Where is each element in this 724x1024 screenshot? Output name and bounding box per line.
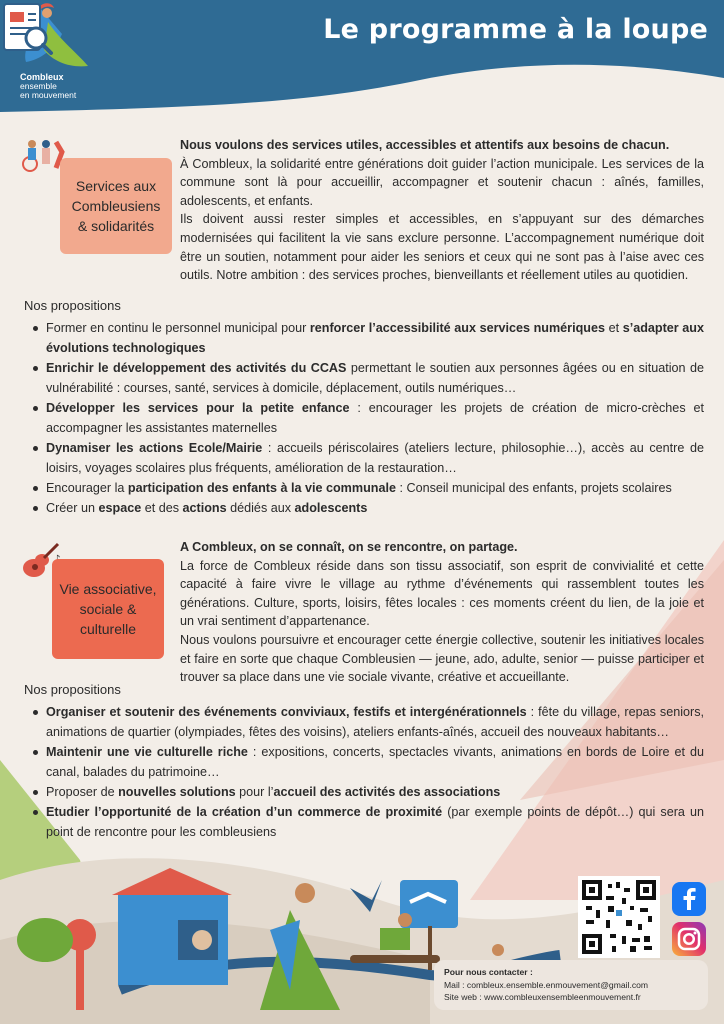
document-search-icon	[0, 0, 56, 60]
header	[0, 0, 724, 120]
tag-line: sociale &	[79, 601, 137, 617]
logo-line-1: Combleux	[20, 72, 64, 82]
facebook-logo	[672, 882, 706, 916]
contact-mail[interactable]: Mail : combleux.ensemble.enmouvement@gmail.com	[444, 979, 649, 990]
intro-services	[180, 136, 704, 285]
intro-paragraph: La force de Combleux réside dans son tissu associatif, son esprit de convivialité et cette capacité à faire vivre le village au rythme d’événements qui rassemblent toutes les générations. Culture, sports, loisirs, fêtes locales : ces moments créent du lien, de la joie et un vrai sentiment d’appartenance.	[180, 558, 704, 629]
proposals-list	[24, 702, 704, 842]
list-item: Etudier l’opportunité de la création d’un commerce de proximité (par exemple points de dépôt…) qui sera un point de rencontre pour les combleusiens	[24, 802, 704, 842]
man-figure	[398, 913, 412, 927]
proposals-heading: Nos propositions	[24, 298, 121, 313]
list-item: Maintenir une vie culturelle riche : expositions, concerts, spectacles vivants, animations en bords de Loire et du canal, balades du patrimoine…	[24, 742, 704, 782]
instagram-logo	[672, 922, 706, 956]
tag-line: Services aux	[75, 178, 157, 194]
green-tree	[17, 918, 73, 962]
tag-line: Vie associative,	[59, 581, 157, 597]
intro-paragraph: Ils doivent aussi rester simples et accessibles, en s’appuyant sur des démarches modernisées qui facilitent la vie sans exclure personne. L’accompagnement numérique doit être un soutien, notamment pour aider les seniors et ceux qui ne sont pas à l’aise avec ces outils. Notre ambition : des services proches, bienveillants et réellement utiles au quotidien.	[180, 212, 704, 283]
page-title: Le programme à la loupe	[323, 14, 708, 45]
list-item: Organiser et soutenir des événements conviviaux, festifs et intergénérationnels : fête du village, repas seniors, animations de quartier (olympiades, fêtes des voisins), ateliers enfants-aînés, accueil des nouveaux habitants…	[24, 702, 704, 742]
contact-title: Pour nous contacter :	[444, 967, 533, 977]
list-item: Créer un espace et des actions dédiés aux adolescents	[24, 498, 704, 518]
list-item: Enrichir le développement des activités du CCAS permettant le soutien aux personnes âgées ou en situation de vulnérabilité : courses, santé, services à domicile, déplacement, outils numériques…	[24, 358, 704, 398]
proposals-list	[24, 318, 704, 518]
tag-line: & solidarités	[77, 218, 155, 234]
tag-line: culturelle	[79, 621, 136, 637]
qr-code[interactable]	[578, 876, 660, 958]
tag-services-solidarites	[60, 158, 172, 254]
intro-paragraph: Nous voulons poursuivre et encourager cette énergie collective, soutenir les initiatives locales et faire en sorte que chaque Combleusien — jeune, ado, adulte, senior — puisse participer et trouver sa place dans une vie sociale vivante, créative et accueillante.	[180, 632, 704, 685]
intro-lead: Nous voulons des services utiles, accessibles et attentifs aux besoins de chacun.	[180, 138, 670, 152]
intro-vie-associative	[180, 538, 704, 687]
logo-line-2: ensemble	[20, 81, 57, 91]
proposals-heading: Nos propositions	[24, 682, 121, 697]
contact-site[interactable]: Site web : www.combleuxensembleenmouvement.fr	[444, 992, 641, 1002]
qr-code-icon	[582, 880, 656, 954]
list-item: Dynamiser les actions Ecole/Mairie : accueils périscolaires (ateliers lecture, philosophie…), accès au centre de loisirs, voyages scolaires plus fréquents, amélioration de la restauration…	[24, 438, 704, 478]
list-item: Encourager la participation des enfants à la vie communale : Conseil municipal des enfants, projets scolaires	[24, 478, 704, 498]
senior-figure	[192, 930, 212, 950]
instagram-icon[interactable]	[672, 922, 706, 956]
intro-lead: A Combleux, on se connaît, on se rencontre, on partage.	[180, 540, 518, 554]
tag-line: Combleusiens	[71, 198, 161, 214]
tag-vie-associative	[52, 559, 164, 659]
facebook-icon[interactable]	[672, 882, 706, 916]
logo-line-3: en mouvement	[20, 90, 77, 100]
intro-paragraph: À Combleux, la solidarité entre générations doit guider l’action municipale. Les services de la commune sont là pour accueillir, accompagner et soutenir chacun : aînés, familles, adolescents, et enfants.	[180, 156, 704, 208]
contact-box	[434, 960, 708, 1010]
list-item: Former en continu le personnel municipal pour renforcer l’accessibilité aux services numériques et s’adapter aux évolutions technologiques	[24, 318, 704, 358]
list-item: Proposer de nouvelles solutions pour l’accueil des activités des associations	[24, 782, 704, 802]
list-item: Développer les services pour la petite enfance : encourager les projets de création de micro-crèches et accompagner les assistantes maternelles	[24, 398, 704, 438]
logo-text	[20, 73, 76, 100]
